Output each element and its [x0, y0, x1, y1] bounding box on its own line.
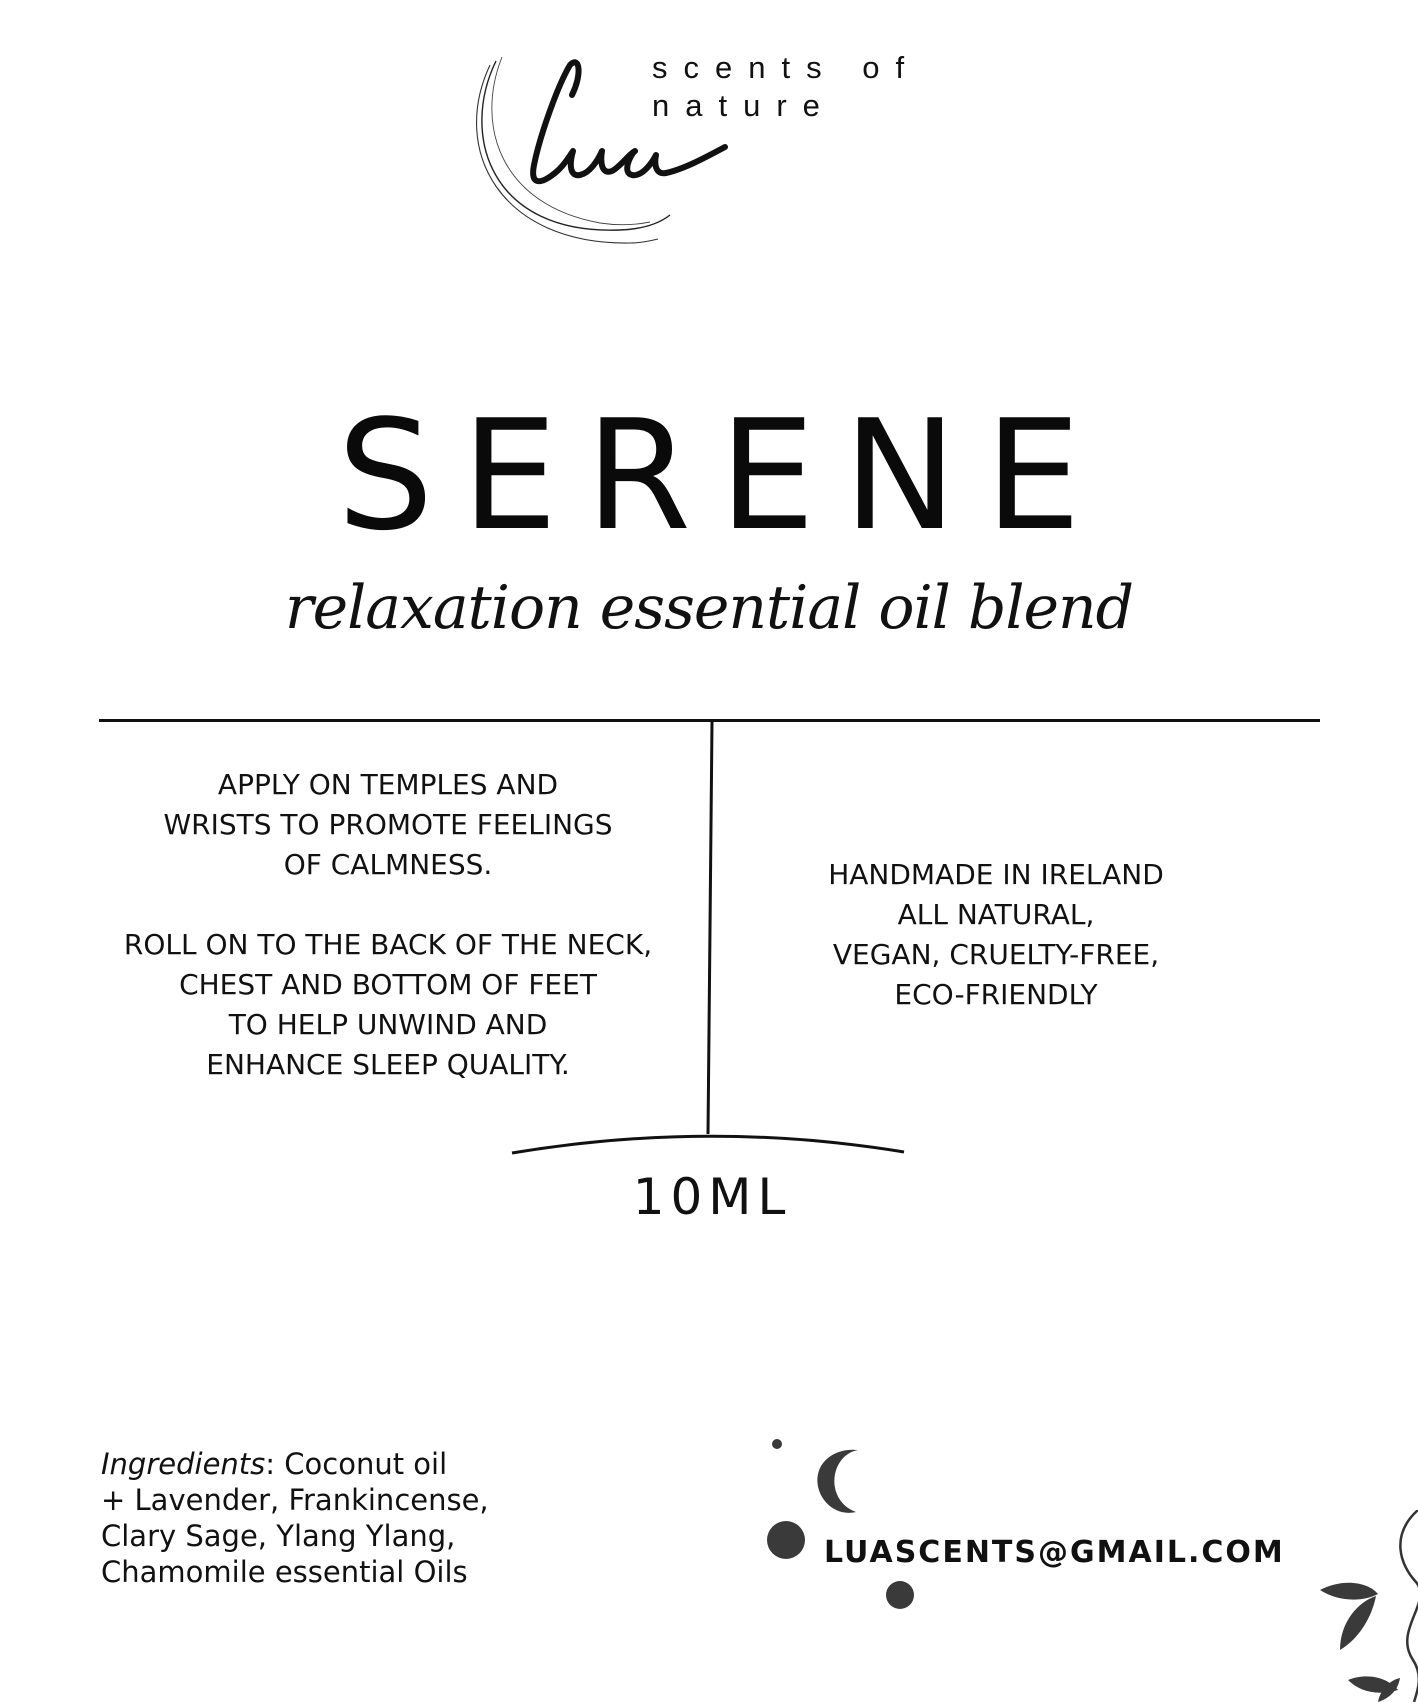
ingredients-line-2: + Lavender, Frankincense,	[101, 1483, 489, 1517]
dot-icon	[767, 1521, 805, 1559]
vertical-divider	[708, 722, 712, 1134]
ingredients-line-4: Chamomile essential Oils	[101, 1555, 468, 1589]
product-volume: 10ML	[632, 1168, 792, 1226]
claim-line: ECO-FRIENDLY	[894, 978, 1098, 1011]
leaf-icon	[1340, 1596, 1376, 1650]
brand-logo	[470, 55, 830, 265]
claim-line: VEGAN, CRUELTY-FREE,	[832, 938, 1160, 971]
usage-line: OF CALMNESS.	[283, 848, 493, 881]
leaf-icon	[1320, 1583, 1378, 1600]
dot-icon	[886, 1581, 914, 1609]
crescent-moon-icon	[817, 1450, 858, 1513]
dot-icon	[772, 1439, 782, 1449]
ingredients-line-3: Clary Sage, Ylang Ylang,	[101, 1519, 456, 1553]
usage-line: ROLL ON TO THE BACK OF THE NECK,	[123, 928, 653, 961]
usage-line: TO HELP UNWIND AND	[228, 1008, 548, 1041]
leaf-branch-icon	[1318, 1510, 1418, 1702]
brand-tagline-line2: nature	[652, 88, 836, 123]
bottom-arc	[512, 1136, 904, 1153]
usage-line: APPLY ON TEMPLES AND	[217, 768, 559, 801]
product-description: relaxation essential oil blend	[284, 573, 1134, 643]
branch-stem	[1400, 1510, 1418, 1702]
product-claims	[796, 855, 1196, 1015]
usage-line: WRISTS TO PROMOTE FEELINGS	[163, 808, 613, 841]
usage-instructions	[88, 765, 688, 1085]
moon-icon	[760, 1430, 920, 1615]
ingredients-label: Ingredients	[101, 1447, 266, 1481]
contact-email: LUASCENTS@GMAIL.COM	[824, 1535, 1285, 1570]
brand-tagline-line1: scents of	[652, 50, 921, 85]
ingredients-block	[101, 1446, 661, 1590]
ingredients-line-1	[101, 1446, 661, 1482]
usage-line: ENHANCE SLEEP QUALITY.	[206, 1048, 570, 1081]
usage-line: CHEST AND BOTTOM OF FEET	[179, 968, 597, 1001]
ingredients-first: : Coconut oil	[265, 1447, 448, 1481]
claim-line: HANDMADE IN IRELAND	[828, 858, 1164, 891]
claim-line: ALL NATURAL,	[897, 898, 1095, 931]
product-name: SERENE	[337, 387, 1109, 564]
